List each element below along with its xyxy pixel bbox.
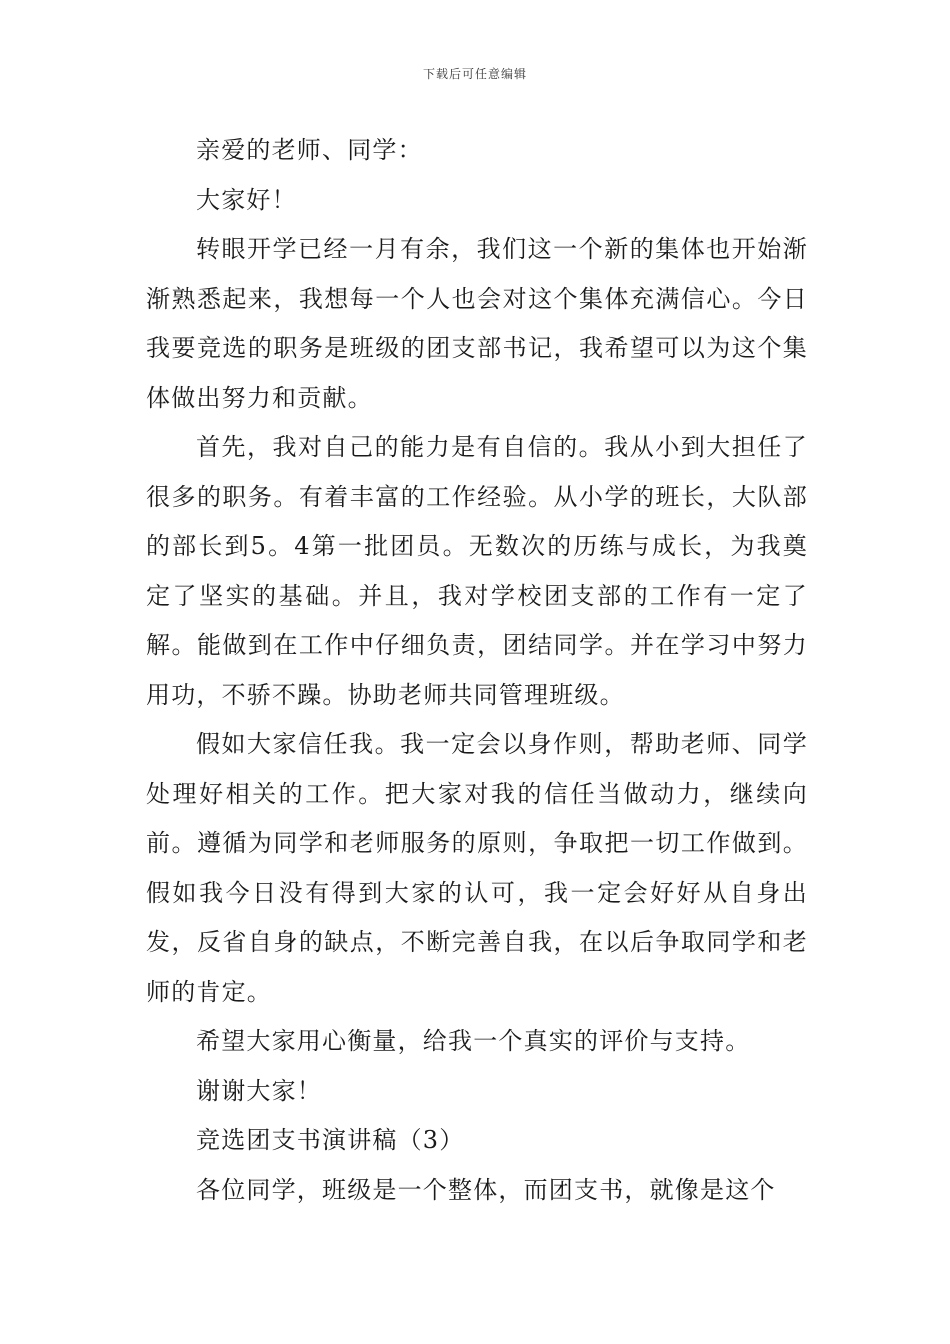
document-body xyxy=(146,126,808,1215)
paragraph-intro: 转眼开学已经一月有余，我们这一个新的集体也开始渐渐熟悉起来，我想每一个人也会对这个集体充满信心。今日我要竞选的职务是班级的团支部书记，我希望可以为这个集体做出努力和贡献。 xyxy=(146,235,808,412)
paragraph-next-speech: 各位同学，班级是一个整体，而团支书，就像是这个 xyxy=(196,1175,776,1204)
section-title: 竞选团支书演讲稿（3） xyxy=(196,1126,465,1154)
greeting: 大家好！ xyxy=(196,185,297,214)
closing-thanks: 谢谢大家！ xyxy=(196,1076,322,1105)
paragraph-ability: 首先，我对自己的能力是有自信的。我从小到大担任了很多的职务。有着丰富的工作经验。从小学的班长，大队部的部长到5。4第一批团员。无数次的历练与成长，为我奠定了坚实的基础。并且，我对学校团支部的工作有一定了解。能做到在工作中仔细负责，团结同学。并在学习中努力用功，不骄不躁。协助老师共同管理班级。 xyxy=(146,433,808,709)
paragraph-appeal: 希望大家用心衡量，给我一个真实的评价与支持。 xyxy=(196,1027,751,1055)
salutation: 亲爱的老师、同学： xyxy=(196,136,423,164)
page-header-note: 下载后可任意编辑 xyxy=(422,67,527,81)
paragraph-commitment: 假如大家信任我。我一定会以身作则，帮助老师、同学处理好相关的工作。把大家对我的信任当做动力，继续向前。遵循为同学和老师服务的原则，争取把一切工作做到。假如我今日没有得到大家的认可，我一定会好好从自身出发，反省自身的缺点，不断完善自我，在以后争取同学和老师的肯定。 xyxy=(146,730,808,1006)
